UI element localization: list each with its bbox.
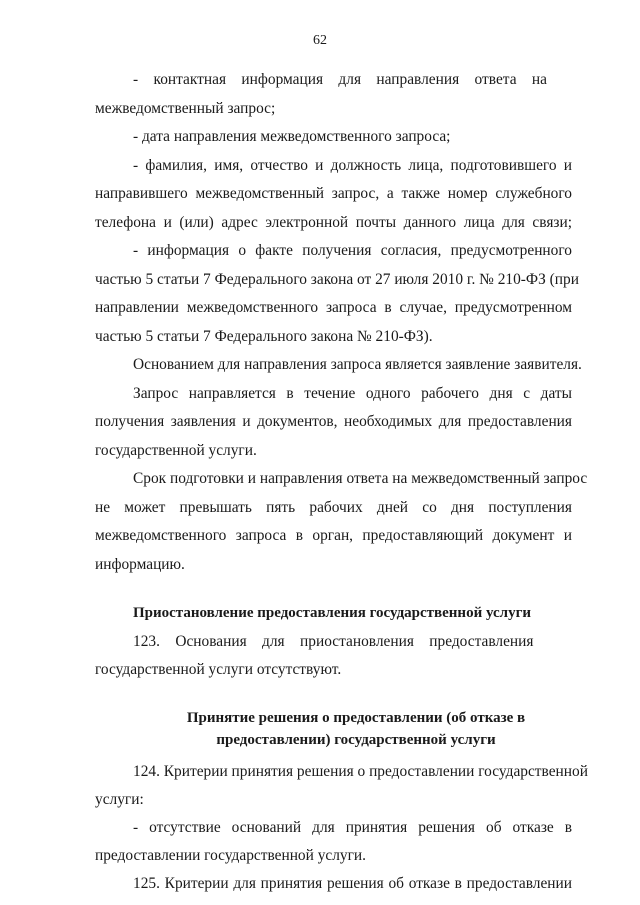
text-line: - информация о факте получения согласия, предусмотренного xyxy=(133,242,572,259)
text-line: услуги: xyxy=(95,791,144,808)
text-line: информацию. xyxy=(95,556,185,573)
text-line: Запрос направляется в течение одного рабочего дня с даты xyxy=(133,385,572,402)
text-line: получения заявления и документов, необходимых для предоставления xyxy=(95,413,572,430)
text-line: - контактная информация для направления ответа на xyxy=(133,71,547,88)
text-line: - отсутствие оснований для принятия решения об отказе в xyxy=(133,819,572,836)
page-number: 62 xyxy=(313,33,327,48)
text-line: межведомственного запроса в орган, предоставляющий документ и xyxy=(95,527,572,544)
text-line: 123. Основания для приостановления предоставления xyxy=(133,633,534,650)
text-line: Срок подготовки и направления ответа на межведомственный запрос xyxy=(133,470,588,487)
text-line: - фамилия, имя, отчество и должность лица, подготовившего и xyxy=(133,157,572,174)
text-line: Основанием для направления запроса является заявление заявителя. xyxy=(133,356,582,373)
text-line: государственной услуги отсутствуют. xyxy=(95,661,342,678)
text-line: межведомственный запрос; xyxy=(95,100,276,117)
text-line: предоставлении государственной услуги. xyxy=(95,847,367,864)
section-heading: Приостановление предоставления государственной услуги xyxy=(132,605,532,621)
text-line: - дата направления межведомственного запроса; xyxy=(133,128,451,145)
text-line: 124. Критерии принятия решения о предоставлении государственной xyxy=(133,763,588,780)
text-line: направлении межведомственного запроса в случае, предусмотренном xyxy=(95,299,572,316)
text-line: частью 5 статьи 7 Федерального закона № 210-ФЗ). xyxy=(95,328,433,345)
section-heading: Принятие решения о предоставлении (об отказе в xyxy=(186,710,526,726)
text-line: государственной услуги. xyxy=(95,442,257,459)
text-line: частью 5 статьи 7 Федерального закона от 27 июля 2010 г. № 210-ФЗ (при xyxy=(95,271,579,288)
text-line: не может превышать пять рабочих дней со дня поступления xyxy=(95,499,572,516)
text-line: направившего межведомственный запрос, а также номер служебного xyxy=(95,185,572,202)
section-heading: предоставлении) государственной услуги xyxy=(216,732,496,748)
text-line: 125. Критерии для принятия решения об отказе в предоставлении xyxy=(133,875,572,892)
text-line: телефона и (или) адрес электронной почты данного лица для связи; xyxy=(95,214,572,231)
